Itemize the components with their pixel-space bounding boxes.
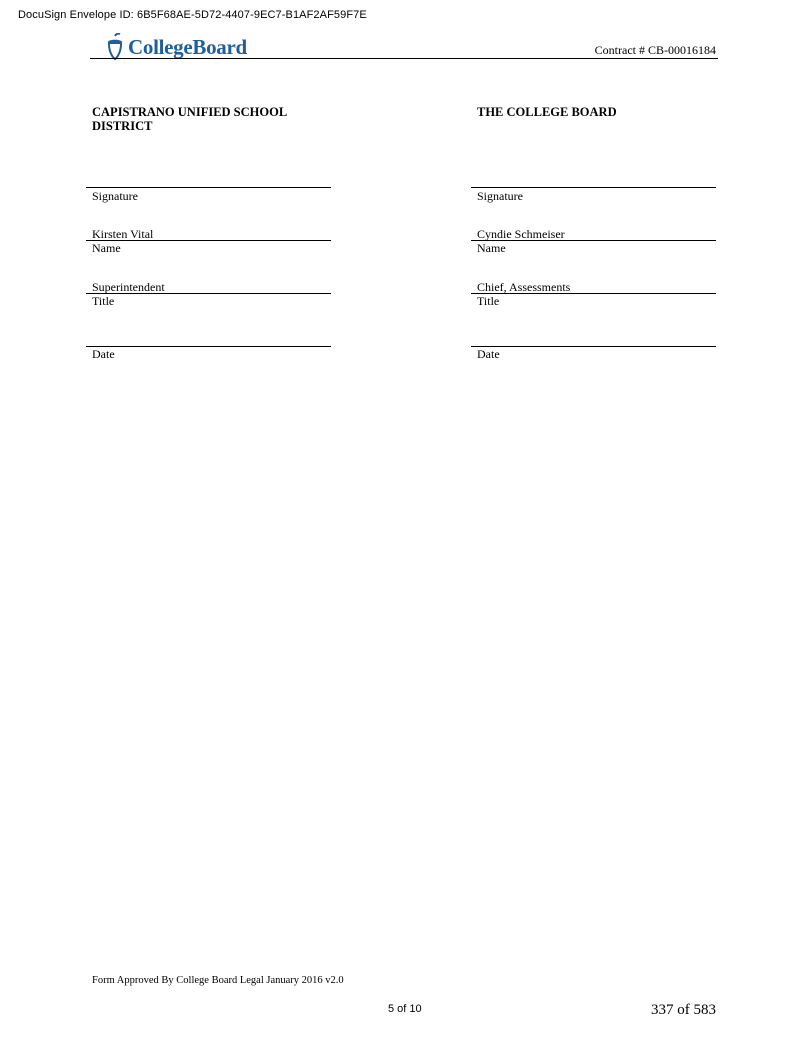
batch-page-number: 337 of 583 [651,1002,716,1018]
header-divider [90,58,718,59]
right-date-line [471,346,716,347]
left-signature-line [86,187,331,188]
right-title-value: Chief, Assessments [477,280,571,294]
right-party-name: THE COLLEGE BOARD [477,105,617,119]
logo-text: CollegeBoard [128,34,247,59]
right-date-label: Date [477,347,500,361]
left-signature-label: Signature [92,189,138,203]
right-name-value: Cyndie Schmeiser [477,227,565,241]
left-name-line [86,240,331,241]
right-name-line [471,240,716,241]
right-signature-line [471,187,716,188]
acorn-icon [104,33,126,61]
left-title-line [86,293,331,294]
left-name-value: Kirsten Vital [92,227,154,241]
docusign-envelope-id: DocuSign Envelope ID: 6B5F68AE-5D72-4407-9EC7-B1AF2AF59F7E [18,9,367,21]
left-name-label: Name [92,241,121,255]
right-title-label: Title [477,294,500,308]
right-name-label: Name [477,241,506,255]
right-title-line [471,293,716,294]
page-number: 5 of 10 [388,1003,422,1015]
left-title-label: Title [92,294,115,308]
left-date-line [86,346,331,347]
right-signature-label: Signature [477,189,523,203]
left-party-name: CAPISTRANO UNIFIED SCHOOL DISTRICT [92,105,287,133]
contract-number: Contract # CB-00016184 [594,43,716,57]
form-approval-note: Form Approved By College Board Legal January 2016 v2.0 [92,975,344,986]
collegeboard-logo [104,33,247,61]
left-date-label: Date [92,347,115,361]
left-title-value: Superintendent [92,280,165,294]
